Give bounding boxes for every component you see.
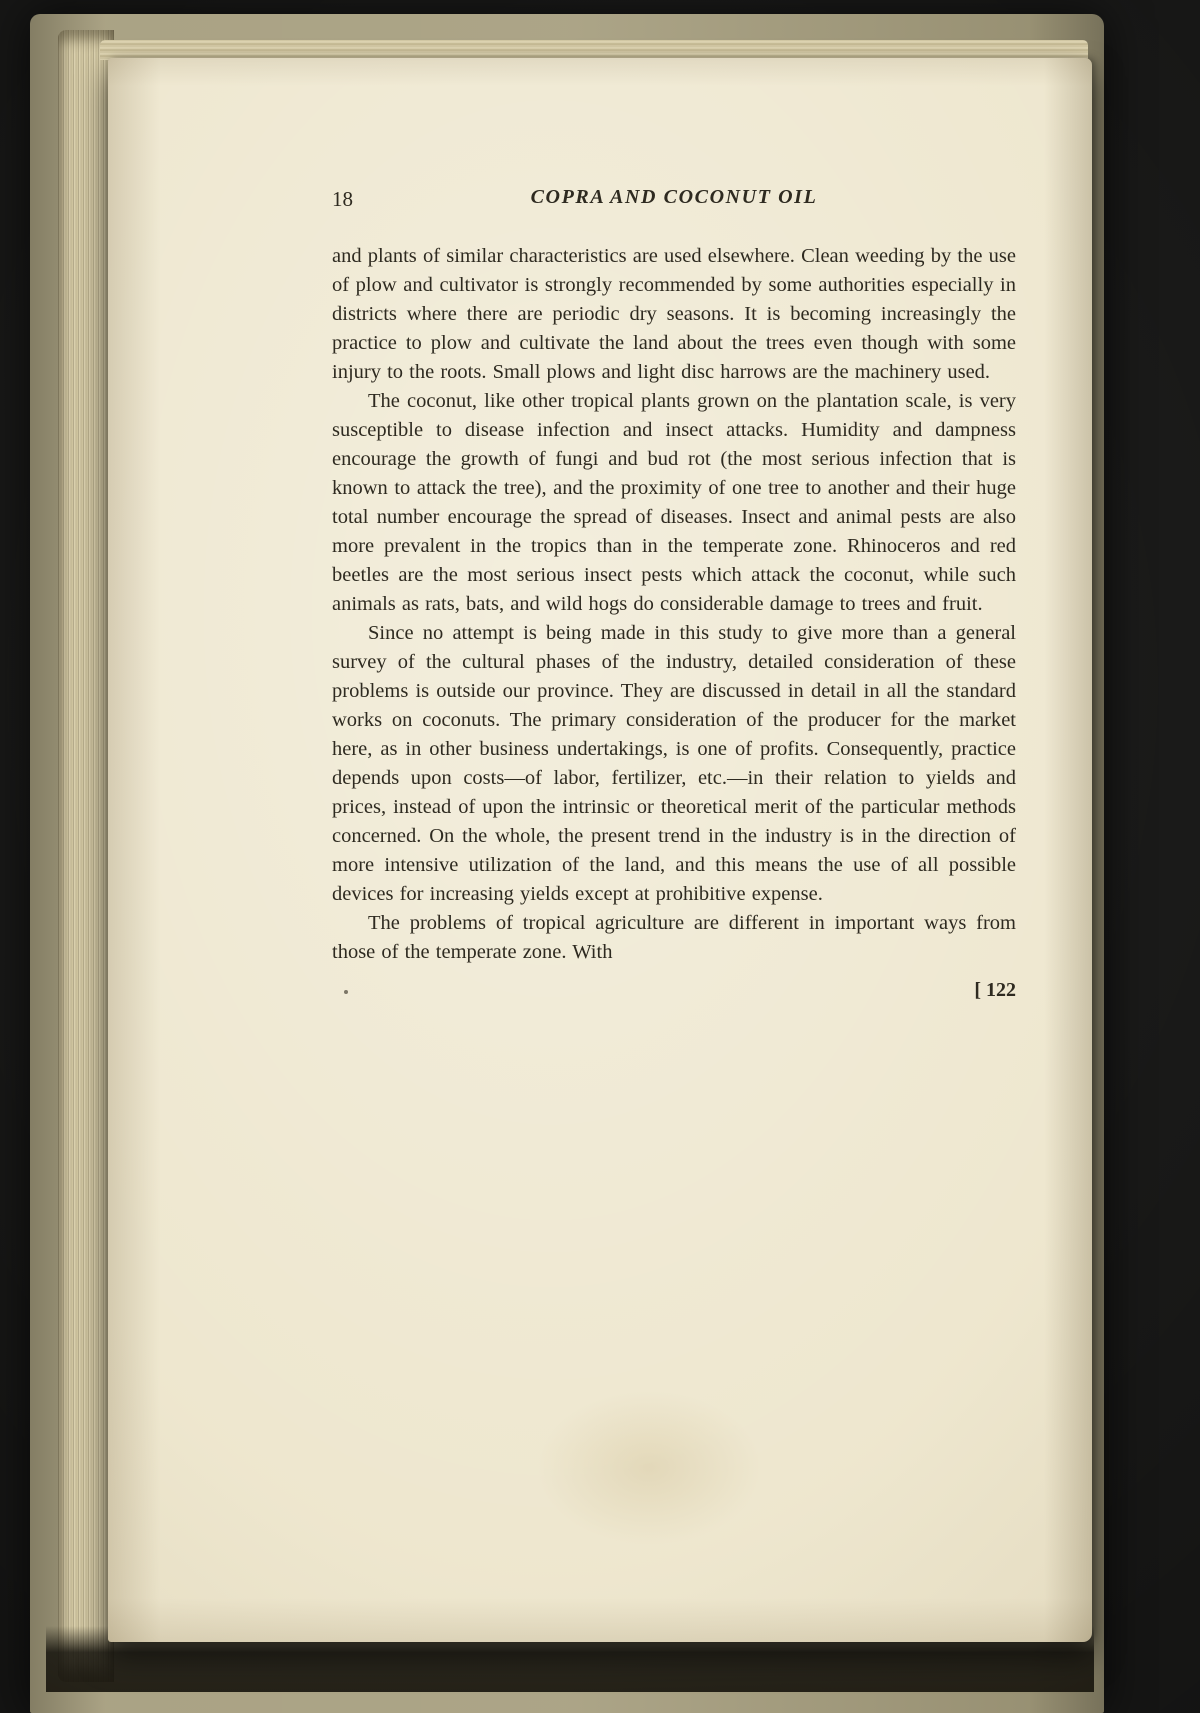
paragraph: and plants of similar characteristics are used elsewhere. Clean weeding by the use of plow and cultivator is strongly recommended by some authorities especially in districts where there are periodic dry seasons. It is becoming increasingly the practice to plow and cultivate the land about the trees even though with some injury to the roots. Small plows and light disc harrows are the machinery used. (332, 245, 1016, 383)
folio-label: [ 122 (974, 979, 1016, 1001)
paragraph: The coconut, like other tropical plants grown on the plantation scale, is very susceptible to disease infection and insect attacks. Humidity and dampness encourage the growth of fungi and bud rot (the most serious infection that is known to attack the tree), and the proximity of one tree to another and their huge total number encourage the spread of diseases. Insect and animal pests are also more prevalent in the tropics than in the temperate zone. Rhinoceros and red beetles are the most serious insect pests which attack the coconut, while such animals as rats, bats, and wild hogs do considerable damage to trees and fruit. (332, 390, 1016, 615)
paragraph: Since no attempt is being made in this study to give more than a general survey of the cultural phases of the industry, detailed consideration of these problems is outside our province. They are discussed in detail in all the standard works on coconuts. The primary consideration of the producer for the market here, as in other business undertakings, is one of profits. Consequently, practice depends upon costs—of labor, fertilizer, etc.—in their relation to yields and prices, instead of upon the intrinsic or theoretical merit of the particular methods concerned. On the whole, the present trend in the industry is in the direction of more intensive utilization of the land, and this means the use of all possible devices for increasing yields except at prohibitive expense. (332, 622, 1016, 905)
book-page (108, 58, 1092, 1642)
page-body (332, 242, 1016, 967)
page-edges-left (58, 30, 114, 1682)
printed-content (332, 186, 1016, 1002)
page-edges-top (100, 40, 1088, 60)
folio-number (332, 979, 1016, 1002)
ink-speck (344, 990, 348, 994)
paragraph: The problems of tropical agriculture are different in important ways from those of the temperate zone. With (332, 912, 1016, 963)
page-header (332, 186, 1016, 216)
running-title: COPRA AND COCONUT OIL (530, 186, 818, 208)
page-number: 18 (332, 187, 353, 211)
